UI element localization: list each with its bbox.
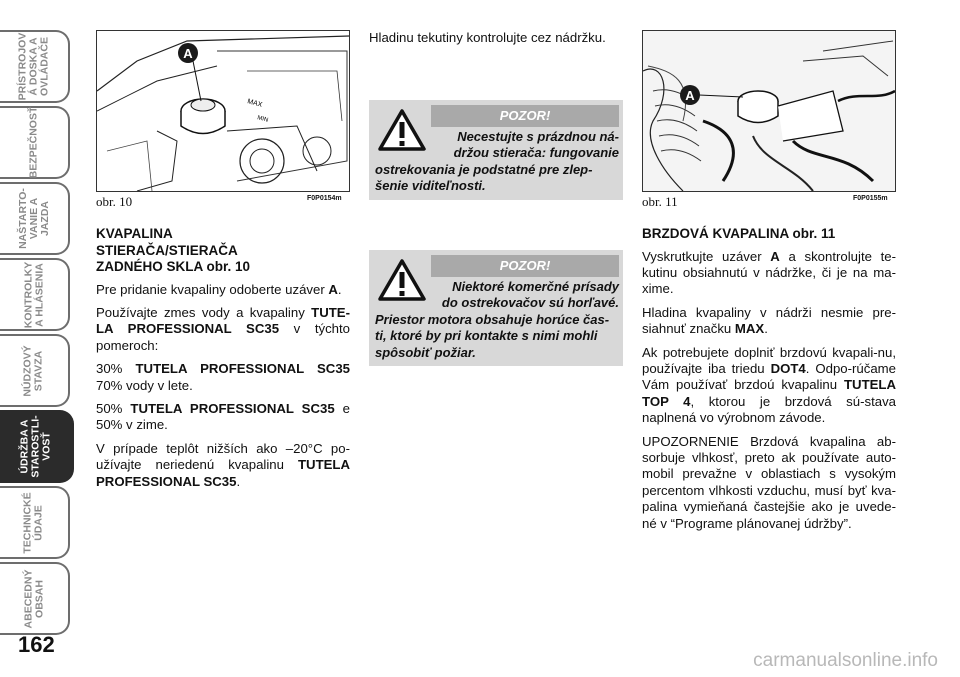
paragraph: Používajte zmes vody a kvapaliny TUTE-LA PROFESSIONAL SC35 v týchto pomeroch: — [96, 304, 351, 353]
brake-reservoir-illustration — [643, 31, 895, 191]
callout-a-label: A — [183, 46, 193, 61]
paragraph: Ak potrebujete doplniť brzdovú kvapali-nu, používajte iba triedu DOT4. Odpo-rúčame Vám používať brzdoú kvapalinu TUTELA TOP 4, ktorou je brzdová sú-stava naplnená vo výrobnom závode. — [642, 344, 896, 426]
tab-pristrojova-doska[interactable]: PRÍSTROJOV Á DOSKA A OVLÁDAČE — [0, 30, 70, 103]
paragraph: UPOZORNENIE Brzdová kvapalina ab-sorbuje vlhkosť, preto ak používate auto-mobil prevažne v oblastiach s vysokým percentom vlhkosti vzduchu, musí byť kva-palina vymieňaná častejšie ako je uvede-né v “Programe plánovanej údržby”. — [642, 433, 896, 531]
figure-11-caption: obr. 11 — [642, 194, 678, 209]
tab-abecedny-obsah[interactable]: ABECEDNÝ OBSAH — [0, 562, 70, 635]
warning-box-empty-reservoir — [369, 100, 623, 200]
warning-box-flammable — [369, 250, 623, 366]
max-marking: MAX — [246, 98, 263, 109]
tab-udrzba-active[interactable]: ÚDRŽBA A STAROSTLI- VOSŤ — [0, 410, 74, 483]
paragraph: 30% TUTELA PROFESSIONAL SC35 70% vody v lete. — [96, 361, 350, 393]
figure-10-caption: obr. 10 — [96, 194, 133, 209]
warning-text: Necestujte s prázdnou ná- držou stierača: fungovanie ostrekovania je podstatné pre zlep-šenie viditeľnosti. — [375, 129, 619, 194]
column-brake-fluid — [642, 226, 896, 539]
intro-text: Hladinu tekutiny kontrolujte cez nádržku. — [369, 30, 606, 45]
paragraph: Vyskrutkujte uzáver A a skontrolujte te-kutinu obsiahnutú v nádržke, či je na ma-xime. — [642, 248, 897, 297]
section-heading-washer: KVAPALINA STIERAČA/STIERAČA ZADNÉHO SKLA obr. 10 — [96, 226, 251, 274]
min-marking: MIN — [256, 115, 269, 124]
watermark: carmanualsonline.info — [753, 650, 938, 671]
paragraph: Hladina kvapaliny v nádrži nesmie pre-siahnuť značku MAX. — [642, 304, 896, 337]
tab-kontrolky[interactable]: KONTROLKY A HLÁSENIA — [0, 258, 70, 331]
tab-technicke-udaje[interactable]: TECHNICKÉ ÚDAJE — [0, 486, 70, 559]
washer-reservoir-illustration — [97, 31, 349, 191]
paragraph: Pre pridanie kvapaliny odoberte uzáver A. — [96, 281, 342, 297]
paragraph: V prípade teplôt nižších ako –20°C po-užívajte neriedenú kvapalinu TUTELA PROFESSIONAL SC35. — [96, 440, 350, 489]
tab-nudzovy-stav[interactable]: NÚDZOVÝ STAVZA — [0, 334, 70, 407]
figure-brake-fluid-reservoir — [642, 30, 896, 192]
figure-washer-reservoir — [96, 30, 350, 192]
figure-10-code: F0P0154m — [307, 195, 342, 202]
warning-text: Niektoré komerčné prísady do ostrekovačov sú horľavé. Priestor motora obsahuje horúce čas-ti, ktoré by pri kontakte s nimi mohli spôsobiť požiar. — [375, 279, 619, 360]
warning-title: POZOR! — [431, 255, 619, 277]
paragraph: 50% TUTELA PROFESSIONAL SC35 e 50% v zime. — [96, 400, 351, 433]
figure-11-code: F0P0155m — [853, 195, 888, 202]
page-number: 162 — [18, 632, 55, 657]
column-washer-fluid — [96, 226, 350, 497]
section-heading-brake-fluid: BRZDOVÁ KVAPALINA obr. 11 — [642, 226, 836, 241]
tab-bezpecnost[interactable]: BEZPEČNOSŤ — [0, 106, 70, 179]
callout-a-label: A — [685, 88, 695, 103]
tab-nastartovanie[interactable]: NAŠTARTO- VANIE A JAZDA — [0, 182, 70, 255]
warning-title: POZOR! — [431, 105, 619, 127]
